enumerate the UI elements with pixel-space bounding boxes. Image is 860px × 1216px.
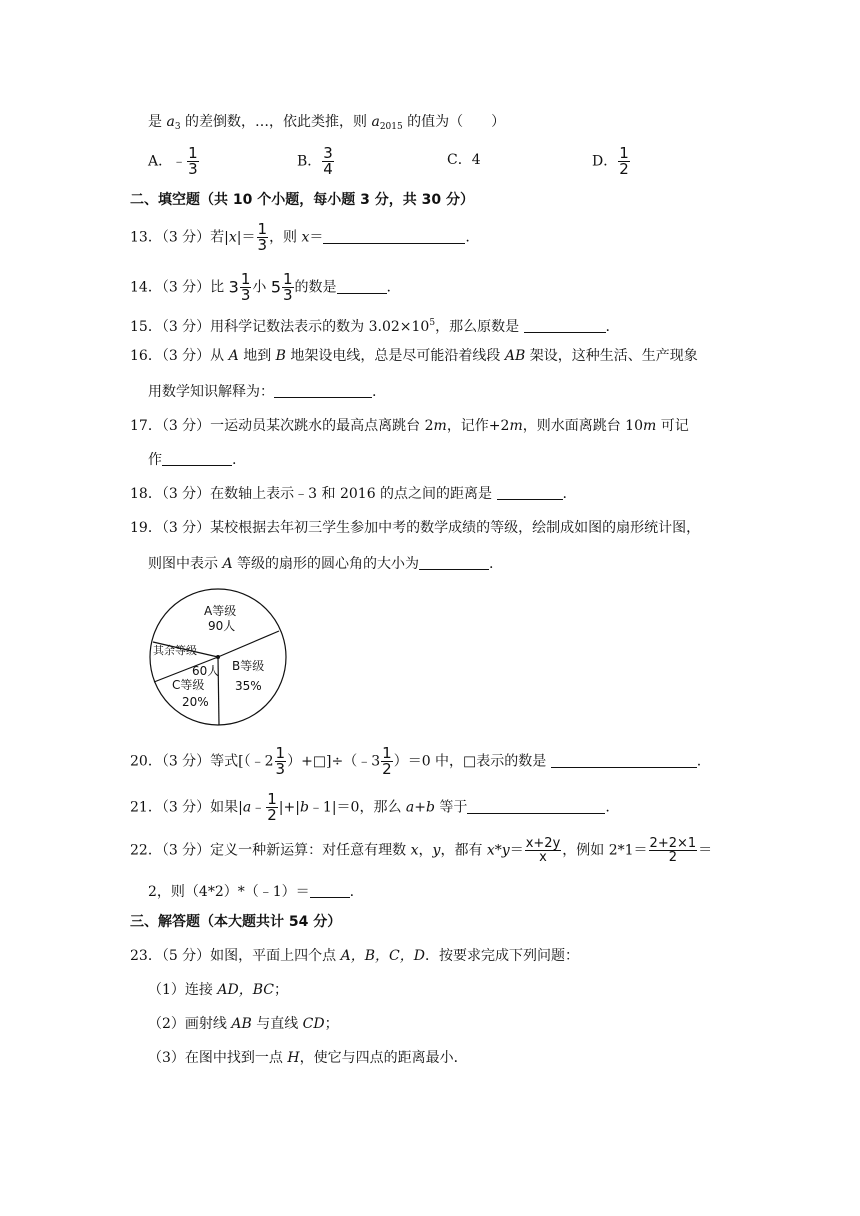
pie-label-b: B等级 [232, 659, 265, 673]
question-13 [130, 222, 470, 253]
question-16-line1 [130, 346, 698, 366]
section-title: 三、解答题（本大题共计 54 分） [130, 914, 342, 930]
answer-blank[interactable] [162, 451, 232, 466]
option-label: D． [592, 153, 618, 170]
numerator: 1 [283, 270, 293, 288]
text: ； [324, 1016, 339, 1032]
fraction [240, 272, 252, 303]
text: 则图中表示 [148, 556, 223, 572]
fraction [381, 746, 393, 777]
numerator: 1 [240, 270, 251, 288]
option-label: B． [297, 153, 322, 170]
fraction [187, 146, 199, 177]
text: |＝ [236, 229, 256, 246]
denominator: 2 [267, 806, 277, 824]
numerator: 3 [323, 144, 333, 162]
text: . [372, 384, 377, 400]
text: 架设，这种生活、生产现象 [525, 348, 698, 364]
var: AB [504, 348, 526, 364]
option-a [148, 146, 200, 177]
pie-label-other: 其余等级 [153, 644, 197, 657]
text: ﹣ [251, 799, 266, 816]
text: 用数学知识解释为： [148, 384, 274, 400]
var-x: x [228, 229, 237, 246]
text: ＝ [698, 842, 713, 859]
question-23-step3 [148, 1048, 468, 1068]
fraction [525, 837, 562, 864]
denominator: x [525, 850, 562, 864]
text: ）＝0 中，□表示的数是 [393, 753, 551, 770]
exponent: 5 [429, 318, 436, 328]
points: A，B，C，D [340, 948, 425, 964]
var: A [222, 556, 233, 572]
text: 13．（3 分）若| [130, 229, 229, 246]
denominator: 3 [188, 160, 198, 178]
denominator: 2 [382, 760, 392, 778]
text: ； [273, 982, 288, 998]
option-label: A． [148, 153, 173, 170]
numerator: 1 [275, 744, 286, 762]
whole-number: 5 [270, 277, 281, 297]
question-19-line2 [148, 554, 493, 574]
question-14 [130, 272, 391, 303]
var-sum: a+b [405, 799, 435, 816]
fraction [618, 146, 630, 177]
text: 小 [252, 279, 271, 296]
text: 等级的扇形的圆心角的大小为 [232, 556, 420, 572]
section-title: 二、填空题（共 10 个小题，每小题 3 分，共 30 分） [130, 192, 474, 208]
text: 的数是 [294, 279, 337, 296]
ray: AB [231, 1016, 252, 1032]
text: ）+□]÷（﹣3 [287, 753, 381, 770]
fraction [257, 222, 269, 253]
text: 19．（3 分）某校根据去年初三学生参加中考的数学成绩的等级，绘制成如图的扇形统计图， [130, 520, 701, 536]
text: 15．（3 分）用科学记数法表示的数为 3.02×10 [130, 319, 430, 335]
line: CD [302, 1016, 325, 1032]
text: 的差倒数，…，依此类推，则 [180, 114, 372, 130]
text: （2）画射线 [148, 1016, 232, 1032]
text: ．按要求完成下列问题： [424, 948, 579, 964]
var-b: b [299, 799, 309, 816]
answer-blank[interactable] [323, 229, 465, 244]
text: ，记作+2 [446, 418, 510, 434]
text: 与直线 [251, 1016, 303, 1032]
denominator: 3 [257, 236, 268, 254]
text: 等于 [434, 799, 468, 816]
pie-value-c: 20% [182, 695, 209, 709]
question-17-line2 [148, 450, 236, 470]
text: 18．（3 分）在数轴上表示﹣3 和 2016 的点之间的距离是 [130, 486, 497, 502]
text: . [465, 229, 470, 246]
question-22-line1 [130, 837, 712, 864]
text: . [562, 486, 567, 502]
denominator: 2 [649, 850, 698, 864]
answer-blank[interactable] [419, 555, 489, 570]
var-x: x [410, 842, 419, 859]
fraction [322, 146, 334, 177]
text: ，那么原数是 [435, 319, 524, 335]
numerator: 1 [382, 744, 392, 762]
text: 是 [148, 114, 167, 130]
option-label: C． [447, 152, 472, 168]
pie-value-other: 60人 [192, 664, 220, 678]
text: 地到 [238, 348, 276, 364]
answer-blank[interactable] [524, 318, 606, 333]
text: . [696, 753, 702, 770]
text: ，使它与四点的距离最小． [299, 1050, 468, 1066]
question-23 [130, 946, 579, 966]
option-b [297, 146, 335, 177]
text: . [349, 884, 355, 900]
question-17-line1 [130, 416, 689, 436]
text: . [605, 799, 610, 816]
text: 可记 [656, 418, 689, 434]
text: |+| [278, 799, 300, 816]
text: 23．（5 分）如图，平面上四个点 [130, 948, 341, 964]
var-y: y [432, 842, 441, 859]
segments: AD，BC [217, 982, 274, 998]
pie-center [216, 655, 220, 659]
denominator: 2 [619, 160, 629, 178]
text: （3）在图中找到一点 [148, 1050, 288, 1066]
pie-label-c: C等级 [172, 678, 205, 692]
question-15 [130, 313, 610, 337]
var-a: a [371, 114, 380, 130]
var: A [228, 348, 239, 364]
denominator: 4 [323, 160, 333, 178]
var-a: a [166, 114, 175, 130]
text: 17．（3 分）一运动员某次跳水的最高点离跳台 2 [130, 418, 434, 434]
text: 21．（3 分）如果| [130, 799, 243, 816]
text: ﹣1|＝0，那么 [308, 799, 406, 816]
fraction [275, 746, 287, 777]
text: （1）连接 [148, 982, 218, 998]
text: 的值为（ ） [402, 114, 506, 130]
text: ，例如 2*1＝ [562, 842, 648, 859]
denominator: 3 [275, 760, 286, 778]
subscript: 2015 [379, 122, 403, 132]
numerator: 1 [188, 144, 198, 162]
var-a: a [242, 799, 252, 816]
answer-blank[interactable] [274, 383, 372, 398]
unit: m [433, 418, 447, 434]
fraction [282, 272, 294, 303]
var-xy: x*y [486, 842, 510, 859]
unit: m [643, 418, 657, 434]
answer-blank[interactable] [551, 753, 697, 768]
point-h: H [287, 1050, 300, 1066]
pie-value-b: 35% [235, 679, 262, 693]
text: 地架设电线，总是尽可能沿着线段 [285, 348, 505, 364]
text: . [489, 556, 494, 572]
answer-blank[interactable] [337, 279, 387, 294]
text: ，都有 [440, 842, 487, 859]
numerator: x+2y [525, 836, 561, 851]
numerator: 1 [257, 220, 268, 238]
pie-chart-figure [148, 587, 288, 727]
question-22-line2 [148, 882, 354, 902]
text: 20．（3 分）等式[（﹣2 [130, 753, 274, 770]
pie-label-a: A等级 [204, 604, 237, 618]
text: 作 [148, 452, 162, 468]
q12-tail-text [148, 112, 505, 137]
text: 22．（3 分）定义一种新运算：对任意有理数 [130, 842, 411, 859]
question-23-step2 [148, 1014, 339, 1034]
text: . [386, 279, 391, 296]
option-value: 4 [471, 152, 481, 168]
question-21 [130, 792, 610, 823]
fraction [649, 837, 698, 864]
text: ，则 [269, 229, 302, 246]
fraction [266, 792, 278, 823]
text: 14．（3 分）比 [130, 279, 229, 296]
text: 2，则（4*2）*（﹣1）＝ [148, 884, 310, 900]
var-x: x [301, 229, 310, 246]
pie-value-a: 90人 [208, 619, 236, 633]
answer-blank[interactable] [497, 485, 563, 500]
question-19-line1 [130, 518, 700, 538]
question-18 [130, 484, 567, 504]
answer-blank[interactable] [310, 883, 350, 898]
text: . [605, 319, 610, 335]
numerator: 1 [267, 790, 277, 808]
option-c [447, 150, 481, 170]
var: B [275, 348, 286, 364]
denominator: 3 [240, 286, 251, 304]
question-23-step1 [148, 980, 288, 1000]
answer-blank[interactable] [467, 799, 605, 814]
option-d [592, 146, 631, 177]
text: ， [418, 842, 433, 859]
subscript: 3 [174, 122, 181, 132]
denominator: 3 [283, 286, 293, 304]
unit: m [509, 418, 523, 434]
text: ＝ [509, 842, 524, 859]
numerator: 2+2×1 [649, 836, 697, 851]
sign: ﹣ [172, 153, 187, 170]
text: ＝ [309, 229, 324, 246]
text: ，则水面离跳台 10 [522, 418, 643, 434]
question-16-line2 [148, 382, 376, 402]
question-20 [130, 746, 701, 777]
text: . [232, 452, 237, 468]
text: 16．（3 分）从 [130, 348, 229, 364]
whole-number: 3 [228, 277, 239, 297]
numerator: 1 [619, 144, 629, 162]
